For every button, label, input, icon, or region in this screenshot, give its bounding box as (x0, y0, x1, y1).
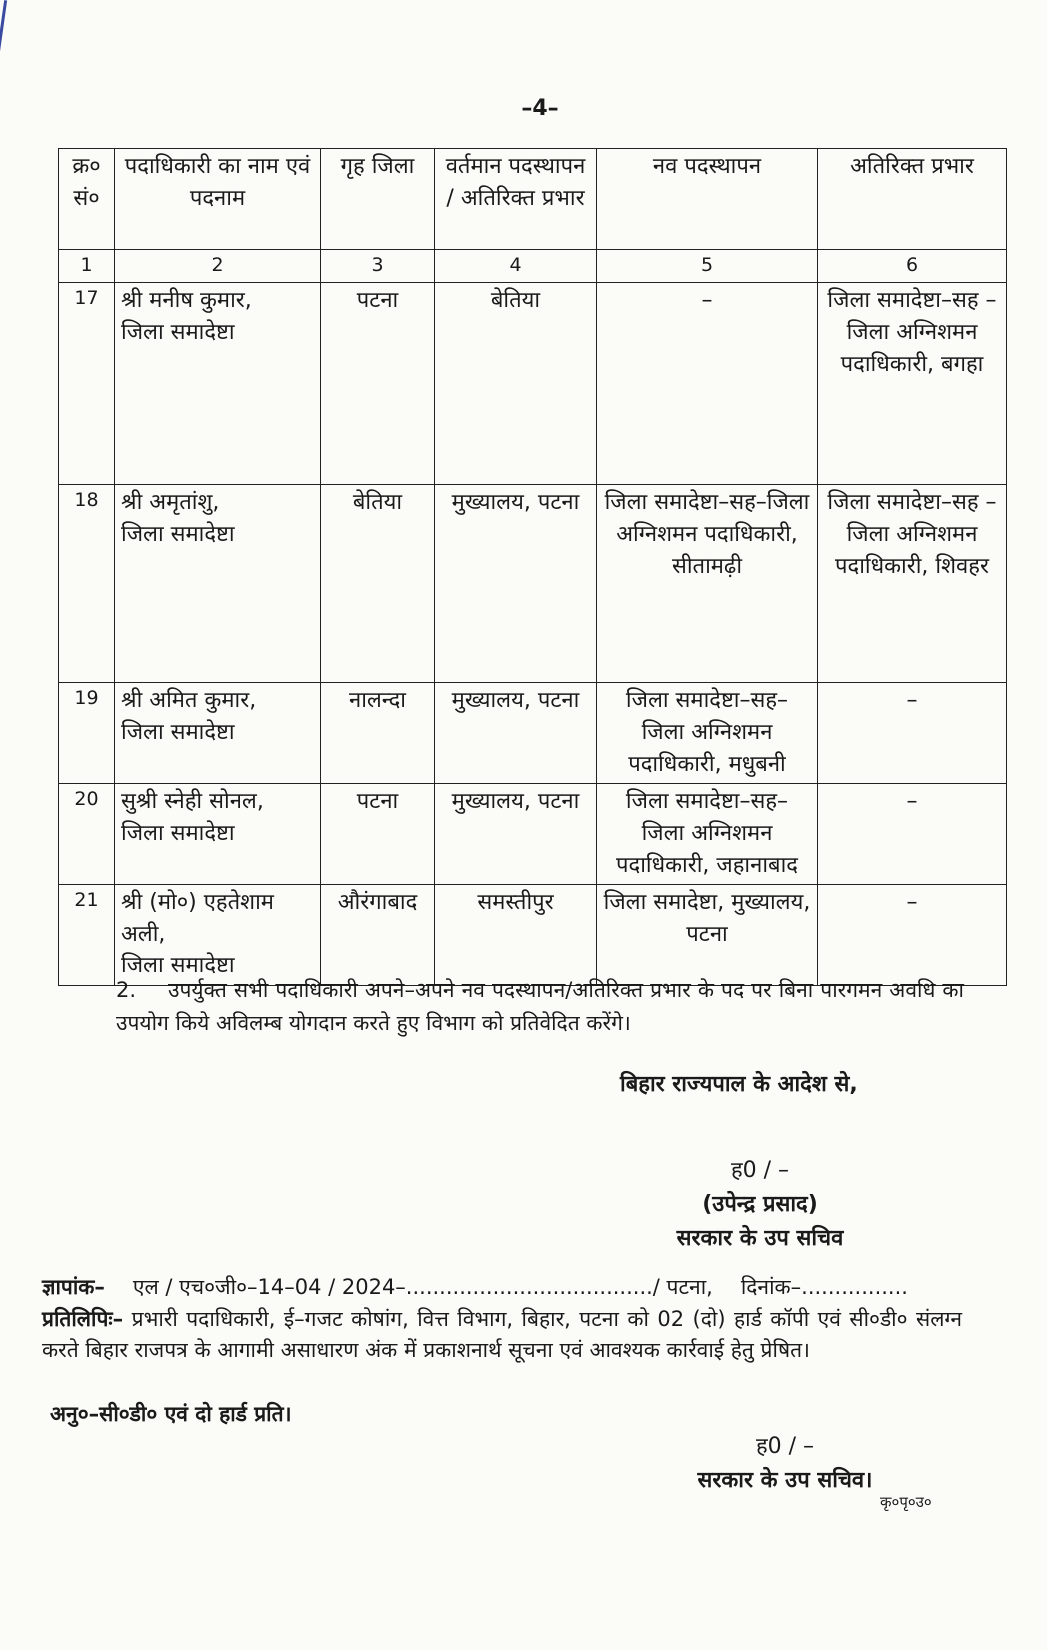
serial-number: 19 (59, 683, 115, 784)
column-number: 6 (818, 250, 1007, 283)
home-district: पटना (321, 784, 435, 885)
header-name: पदाधिकारी का नाम एवं पदनाम (115, 149, 321, 250)
header-additional-charge: अतिरिक्त प्रभार (818, 149, 1007, 250)
page-number: –4– (521, 96, 559, 121)
memo-label: ज्ञापांक– (42, 1275, 105, 1299)
header-serial: क्र० सं० (59, 149, 115, 250)
officer-designation: जिला समादेष्टा (121, 319, 235, 345)
table-row (59, 485, 1007, 683)
current-posting: मुख्यालय, पटना (435, 683, 597, 784)
serial-number: 17 (59, 283, 115, 485)
order-by-line: बिहार राज्यपाल के आदेश से, (620, 1072, 858, 1097)
column-number-row (59, 250, 1007, 283)
officer-designation: जिला समादेष्टा (121, 521, 235, 547)
instruction-paragraph (116, 974, 964, 1039)
please-turn-over: कृ०पृ०उ० (880, 1493, 932, 1511)
memo-date: दिनांक–................ (740, 1275, 908, 1299)
header-current-posting: वर्तमान पदस्थापन / अतिरिक्त प्रभार (435, 149, 597, 250)
posting-table (58, 148, 1007, 986)
officer-name: श्री अमृतांशु, (121, 490, 220, 515)
signature-block (640, 1154, 880, 1256)
table-row (59, 884, 1007, 985)
serial-number: 18 (59, 485, 115, 683)
new-posting: जिला समादेष्टा–सह– जिला अग्निशमन पदाधिकारी, मधुबनी (597, 683, 818, 784)
signatory-name: (उपेन्द्र प्रसाद) (702, 1192, 818, 1218)
table-header-row (59, 149, 1007, 250)
column-number: 4 (435, 250, 597, 283)
memo-block (42, 1272, 962, 1367)
header-new-posting: नव पदस्थापन (597, 149, 818, 250)
new-posting: जिला समादेष्टा–सह– जिला अग्निशमन पदाधिकारी, जहानाबाद (597, 784, 818, 885)
officer-cell (115, 683, 321, 784)
current-posting: बेतिया (435, 283, 597, 485)
home-district: नालन्दा (321, 683, 435, 784)
new-posting: – (597, 283, 818, 485)
officer-designation: जिला समादेष्टा (121, 953, 235, 979)
new-posting: जिला समादेष्टा, मुख्यालय, पटना (597, 884, 818, 985)
current-posting: मुख्यालय, पटना (435, 485, 597, 683)
signatory-designation: सरकार के उप सचिव। (697, 1468, 873, 1494)
additional-charge: – (818, 884, 1007, 985)
copy-text: प्रभारी पदाधिकारी, ई–गजट कोषांग, वित्त विभाग, बिहार, पटना को 02 (दो) हार्ड कॉपी एवं सी०डी० संलग्न करते बिहार राजपत्र के आगामी असाधारण अंक में प्रकाशनार्थ सूचना एवं आवश्यक कार्रवाई हेतु प्रेषित। (42, 1306, 962, 1362)
officer-cell (115, 784, 321, 885)
header-home-district: गृह जिला (321, 149, 435, 250)
column-number: 2 (115, 250, 321, 283)
copy-to-line (42, 1304, 962, 1367)
officer-cell (115, 283, 321, 485)
page-margin-mark (0, 0, 7, 60)
column-number: 1 (59, 250, 115, 283)
officer-name: श्री (मो०) एहतेशाम अली, (121, 889, 274, 947)
current-posting: समस्तीपुर (435, 884, 597, 985)
additional-charge: – (818, 784, 1007, 885)
paragraph-number: 2. (116, 978, 137, 1002)
memo-number-line (42, 1272, 962, 1304)
signatory-designation: सरकार के उप सचिव (676, 1226, 844, 1252)
current-posting: मुख्यालय, पटना (435, 784, 597, 885)
paragraph-text: उपर्युक्त सभी पदाधिकारी अपने–अपने नव पदस्थापन/अतिरिक्त प्रभार के पद पर बिना पारगमन अवधि का उपयोग किये अविलम्ब योगदान करते हुए विभाग को प्रतिवेदित करेंगे। (116, 978, 964, 1035)
table-row (59, 683, 1007, 784)
serial-number: 21 (59, 884, 115, 985)
copy-label: प्रतिलिपिः– (42, 1306, 124, 1331)
officer-designation: जिला समादेष्टा (121, 820, 235, 846)
additional-charge: – (818, 683, 1007, 784)
column-number: 5 (597, 250, 818, 283)
officer-name: श्री मनीष कुमार, (121, 288, 252, 313)
table-row (59, 283, 1007, 485)
home-district: बेतिया (321, 485, 435, 683)
home-district: औरंगाबाद (321, 884, 435, 985)
serial-number: 20 (59, 784, 115, 885)
new-posting: जिला समादेष्टा–सह–जिला अग्निशमन पदाधिकारी, सीतामढ़ी (597, 485, 818, 683)
table-row (59, 784, 1007, 885)
officer-designation: जिला समादेष्टा (121, 719, 235, 745)
additional-charge: जिला समादेष्टा–सह – जिला अग्निशमन पदाधिकारी, बगहा (818, 283, 1007, 485)
additional-charge: जिला समादेष्टा–सह – जिला अग्निशमन पदाधिकारी, शिवहर (818, 485, 1007, 683)
home-district: पटना (321, 283, 435, 485)
enclosure-line: अनु०–सी०डी० एवं दो हार्ड प्रति। (50, 1402, 292, 1426)
signature-mark: ह0 / – (755, 1434, 815, 1459)
memo-number: एल / एच०जी०–14–04 / 2024–...................................../ पटना, (132, 1275, 713, 1299)
officer-name: श्री अमित कुमार, (121, 688, 257, 713)
officer-name: सुश्री स्नेही सोनल, (121, 789, 264, 814)
column-number: 3 (321, 250, 435, 283)
signature-mark: ह0 / – (730, 1158, 790, 1183)
officer-cell (115, 884, 321, 985)
officer-cell (115, 485, 321, 683)
signature-block-2 (670, 1430, 900, 1498)
